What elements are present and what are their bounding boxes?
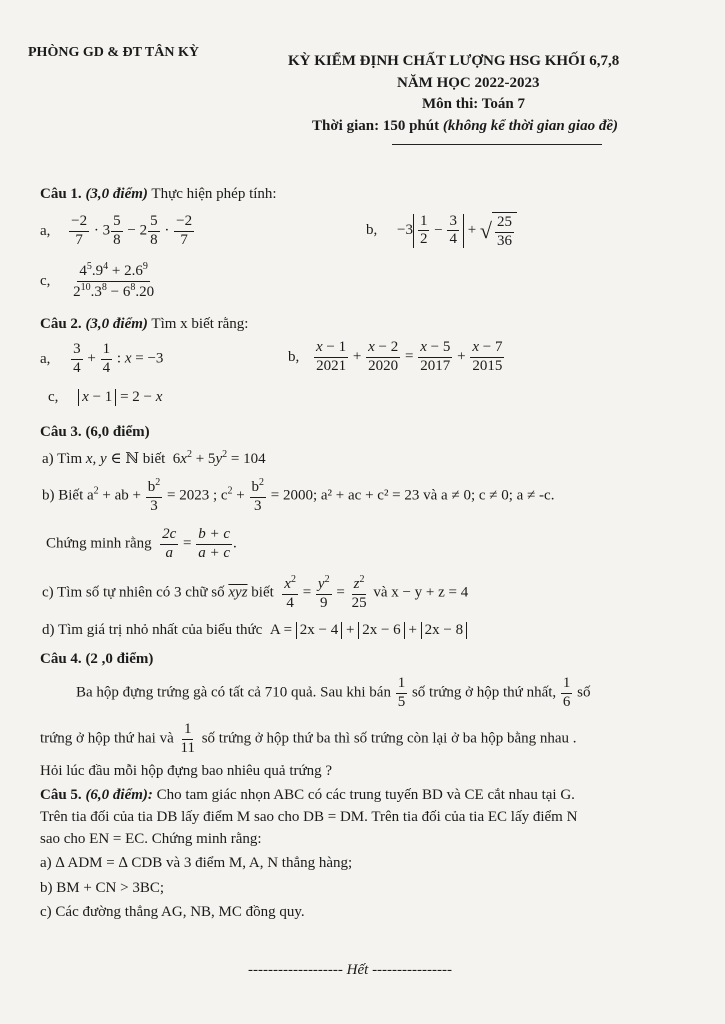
q4-line2a: trứng ở hộp thứ hai và xyxy=(40,730,174,747)
q1b-expression: b, −3 $\frac{1}{2}$ − $\frac{3}{4}$ + √ $\frac{25}{36}$ xyxy=(366,212,517,250)
q1a-expression: a, $\frac{-2}{7}$ · 3 $\frac{5}{8}$ − 2 $\frac{5}{8}$ · $\frac{-2}{7}$ xyxy=(40,213,193,248)
q2-title xyxy=(40,316,248,333)
q1-head: Câu 1. xyxy=(40,186,82,202)
end-marker: ------------------- Hết ---------------- xyxy=(248,962,452,978)
q3b-line: b) Biết $a^2$ + ab + $\frac{b^2}{3}$ = 2023 ; $c^2$ + $\frac{b^2}{3}$ = 2000; a² + ac + c² = 23 và a ≠ 0; c ≠ 0; a ≠ -c. xyxy=(42,477,555,514)
q4-title xyxy=(40,651,153,668)
q4-line1b: số trứng ở hộp thứ nhất, xyxy=(411,684,557,701)
q4-line-3: Hỏi lúc đầu mỗi hộp đựng bao nhiêu quả trứng ? xyxy=(40,763,333,779)
q2c-expression: c, x − 1 = 2 − x xyxy=(48,389,163,405)
q4-line2b: số trứng ở hộp thứ ba thì số trứng còn lại ở ba hộp bằng nhau . xyxy=(201,730,577,747)
q3-points: (6,0 điểm) xyxy=(85,424,150,440)
q5-line-1 xyxy=(40,787,575,804)
q1-title xyxy=(40,186,277,203)
q4-head: Câu 4. xyxy=(40,651,82,667)
q3-head: Câu 3. xyxy=(40,424,82,440)
q4-points: (2 ,0 điểm) xyxy=(85,651,154,667)
q4-line-2: trứng ở hộp thứ hai và $\frac{1}{11}$ số trứng ở hộp thứ ba thì số trứng còn lại ở ba hộp bằng nhau . xyxy=(40,721,577,756)
q5-line-3: sao cho EN = EC. Chứng minh rằng: xyxy=(40,831,262,847)
q3a-text2: biết xyxy=(142,451,166,467)
q3d-text: d) Tìm giá trị nhỏ nhất của biểu thức xyxy=(42,622,263,638)
q3-title xyxy=(40,424,150,441)
q5-line1: Cho tam giác nhọn ABC có các trung tuyến BD và CE cắt nhau tại G. xyxy=(156,787,575,803)
q3b-prove-line: Chứng minh rằng $\frac{2c}{a}$ = $\frac{b + c}{a + c}$ . xyxy=(46,526,237,561)
q3c-text3: và x − y + z = 4 xyxy=(373,584,469,601)
school-year: NĂM HỌC 2022-2023 xyxy=(397,75,540,91)
q2-points: (3,0 điểm) xyxy=(85,316,148,332)
q3c-text: c) Tìm số tự nhiên có 3 chữ số xyxy=(42,584,225,601)
time-label: Thời gian: 150 phút xyxy=(312,118,440,134)
header-underline xyxy=(392,144,602,145)
q4-line1a: Ba hộp đựng trứng gà có tất cả 710 quả. Sau khi bán xyxy=(76,684,391,701)
q2-task: Tìm x biết rằng: xyxy=(151,316,249,332)
q5-head: Câu 5. xyxy=(40,787,82,803)
q5-points: (6,0 điểm): xyxy=(85,787,153,803)
time-note: (không kể thời gian giao đề) xyxy=(442,118,619,134)
q2-head: Câu 2. xyxy=(40,316,82,332)
q1c-expression: c, $\frac{4^5.9^4 + 2.6^9}{2^{10}.3^8 - 6^8.20}$ xyxy=(40,261,155,300)
q3b-prove-text: Chứng minh rằng xyxy=(46,535,152,552)
q5-part-a: a) ∆ ADM = ∆ CDB và 3 điểm M, A, N thẳng hàng; xyxy=(40,855,353,871)
q3a-line: a) Tìm x, y ∈ ℕ biết $6x^2 + 5y^2 = 104$ xyxy=(42,449,266,467)
time-line xyxy=(312,118,618,135)
q3b-text: b) Biết xyxy=(42,487,84,504)
q2b-expression: b, $\frac{x - 1}{2021}$ + $\frac{x - 2}{2020}$ = $\frac{x - 5}{2017}$ + $\frac{x - 7}{2015}$ xyxy=(288,339,503,374)
q4-line1c: số xyxy=(577,684,591,701)
q5-part-c: c) Các đường thẳng AG, NB, MC đồng quy. xyxy=(40,904,305,920)
subject: Môn thi: Toán 7 xyxy=(422,96,525,112)
q3d-line: d) Tìm giá trị nhỏ nhất của biểu thức A = 2x − 4 + 2x − 6 + 2x − 8 xyxy=(42,622,467,639)
q3a-text: a) Tìm xyxy=(42,451,83,467)
department-name: PHÒNG GD & ĐT TÂN KỲ xyxy=(28,45,199,60)
q4-line-1: Ba hộp đựng trứng gà có tất cả 710 quả. Sau khi bán $\frac{1}{5}$ số trứng ở hộp thứ nhất, $\frac{1}{6}$ số xyxy=(76,675,591,710)
q1-points: (3,0 điểm) xyxy=(85,186,148,202)
q1-task: Thực hiện phép tính: xyxy=(151,186,277,202)
q5-line-2: Trên tia đối của tia DB lấy điểm M sao cho DB = DM. Trên tia đối của tia EC lấy điểm N xyxy=(40,809,578,825)
q3c-line: c) Tìm số tự nhiên có 3 chữ số $\overline{xyz}$ biết $\frac{x^2}{4}$ = $\frac{y^2}{9}$ = $\frac{z^2}{25}$ và x − y + z = 4 xyxy=(42,574,469,611)
q5-part-b: b) BM + CN > 3BC; xyxy=(40,880,165,896)
q3b-condition: = 2000; a² + ac + c² = 23 và a ≠ 0; c ≠ 0; a ≠ -c. xyxy=(270,487,555,504)
exam-title: KỲ KIỂM ĐỊNH CHẤT LƯỢNG HSG KHỐI 6,7,8 xyxy=(288,53,620,69)
q3c-text2: biết xyxy=(251,584,274,601)
q2a-expression: a, $\frac{3}{4}$ + $\frac{1}{4}$ : x = −3 xyxy=(40,341,164,376)
